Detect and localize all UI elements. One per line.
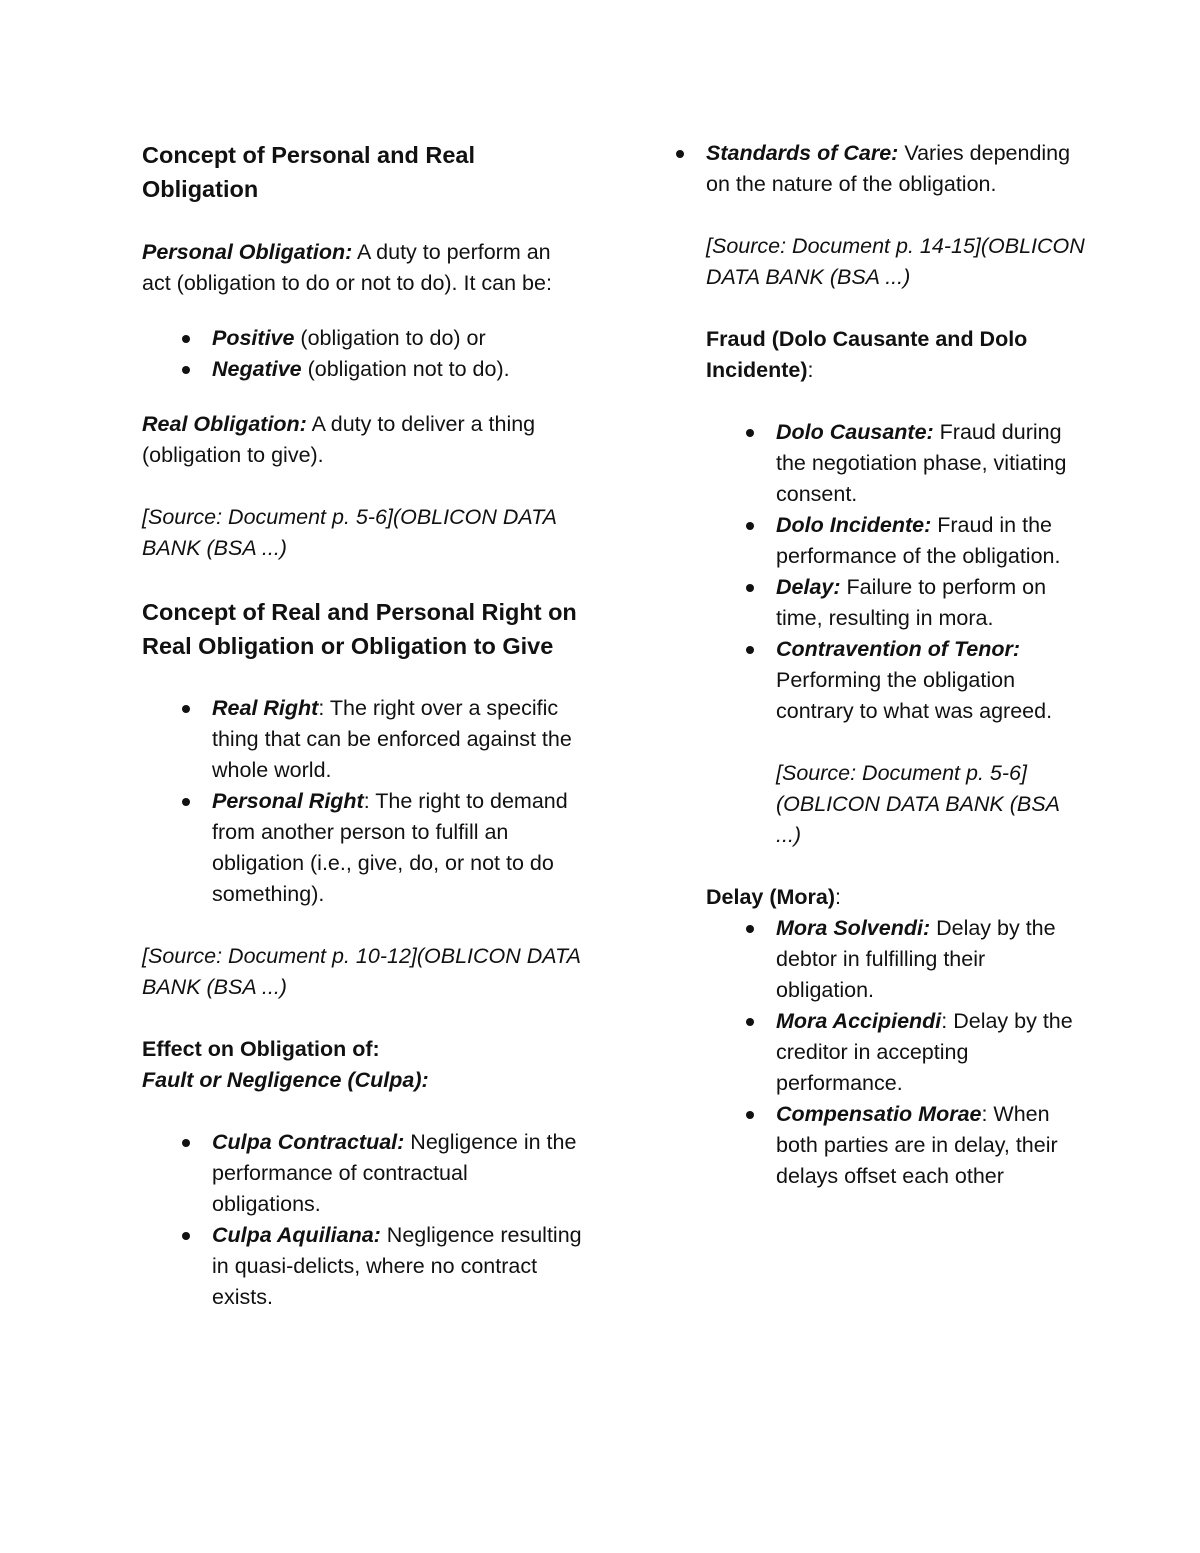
personal-obligation-term: Personal Obligation: bbox=[142, 240, 353, 264]
list-item-text: Negligence in the performance of contractual obligations. bbox=[212, 1130, 577, 1216]
section-title-personal-real-obligation: Concept of Personal and Real Obligation bbox=[142, 142, 475, 202]
list-item-text: Fraud in the performance of the obligation. bbox=[776, 513, 1061, 568]
list-item-term: Mora Solvendi: bbox=[776, 916, 931, 940]
list-item bbox=[706, 138, 1086, 200]
list-item-text: : The right to demand from another person to fulfill an obligation (i.e., give, do, or not to do something). bbox=[212, 789, 568, 906]
personal-obligation-text: A duty to perform an act (obligation to do or not to do). It can be: bbox=[142, 240, 552, 295]
delay-heading bbox=[706, 882, 1086, 913]
list-item bbox=[776, 510, 1086, 572]
list-item bbox=[776, 417, 1086, 510]
fault-negligence-subtitle: Fault or Negligence (Culpa): bbox=[142, 1068, 429, 1092]
list-item-text: Varies depending on the nature of the obligation. bbox=[706, 141, 1071, 196]
effect-on-obligation-label: Effect on Obligation of: bbox=[142, 1037, 380, 1061]
list-item-text: : The right over a specific thing that can be enforced against the whole world. bbox=[212, 696, 572, 782]
mora-list bbox=[706, 913, 1086, 1192]
list-item bbox=[212, 693, 582, 786]
list-item-text: Fraud during the negotiation phase, vitiating consent. bbox=[776, 420, 1067, 506]
right-column bbox=[706, 138, 1086, 1192]
personal-obligation-paragraph bbox=[142, 237, 582, 299]
list-item-text: Failure to perform on time, resulting in mora. bbox=[776, 575, 1047, 630]
list-item-term: Culpa Aquiliana: bbox=[212, 1223, 381, 1247]
source-citation: [Source: Document p. 14-15](OBLICON DATA BANK (BSA ...) bbox=[706, 234, 1085, 289]
real-obligation-paragraph bbox=[142, 409, 582, 471]
list-item-term: Compensatio Morae bbox=[776, 1102, 982, 1126]
list-item bbox=[776, 913, 1086, 1006]
list-item bbox=[776, 1099, 1086, 1192]
list-item-term: Mora Accipiendi bbox=[776, 1009, 942, 1033]
list-item-term: Standards of Care: bbox=[706, 141, 899, 165]
list-item-text: Delay by the debtor in fulfilling their obligation. bbox=[776, 916, 1056, 1002]
list-item-term: Personal Right bbox=[212, 789, 364, 813]
list-item bbox=[776, 634, 1086, 727]
fraud-title-colon: : bbox=[807, 358, 814, 382]
source-citation: [Source: Document p. 5-6](OBLICON DATA BANK (BSA ...) bbox=[142, 505, 557, 560]
fraud-title: Fraud (Dolo Causante and Dolo Incidente) bbox=[706, 327, 1028, 382]
delay-title-colon: : bbox=[835, 885, 842, 909]
delay-title: Delay (Mora) bbox=[706, 885, 836, 909]
list-item-text: (obligation not to do). bbox=[301, 357, 510, 381]
list-item bbox=[776, 1006, 1086, 1099]
list-item-text: Negligence resulting in quasi-delicts, where no contract exists. bbox=[212, 1223, 582, 1309]
list-item-term: Real Right bbox=[212, 696, 319, 720]
culpa-list bbox=[142, 1127, 582, 1313]
source-citation: [Source: Document p. 10-12](OBLICON DATA BANK (BSA ...) bbox=[142, 944, 581, 999]
list-item bbox=[212, 1127, 582, 1220]
list-item-term: Delay: bbox=[776, 575, 841, 599]
list-item-term: Negative bbox=[212, 357, 302, 381]
list-item-text: : Delay by the creditor in accepting performance. bbox=[776, 1009, 1073, 1095]
list-item bbox=[212, 786, 582, 910]
standards-list bbox=[706, 138, 1086, 200]
list-item bbox=[776, 572, 1086, 634]
list-item-term: Dolo Incidente: bbox=[776, 513, 932, 537]
list-item-term: Culpa Contractual: bbox=[212, 1130, 405, 1154]
list-item-term: Positive bbox=[212, 326, 295, 350]
list-item bbox=[212, 1220, 582, 1313]
source-citation: [Source: Document p. 5-6](OBLICON DATA BANK (BSA ...) bbox=[776, 761, 1060, 847]
fraud-list bbox=[706, 417, 1086, 727]
list-item-text: (obligation to do) or bbox=[294, 326, 486, 350]
list-item-text: : When both parties are in delay, their delays offset each other bbox=[776, 1102, 1058, 1188]
list-item bbox=[212, 323, 582, 354]
list-item-text: Performing the obligation contrary to what was agreed. bbox=[776, 668, 1053, 723]
rights-list bbox=[142, 693, 582, 910]
list-item-term: Contravention of Tenor: bbox=[776, 637, 1021, 661]
list-item-term: Dolo Causante: bbox=[776, 420, 934, 444]
real-obligation-term: Real Obligation: bbox=[142, 412, 307, 436]
section-title-real-personal-right: Concept of Real and Personal Right on Real Obligation or Obligation to Give bbox=[142, 599, 577, 659]
real-obligation-text: A duty to deliver a thing (obligation to give). bbox=[142, 412, 536, 467]
list-item bbox=[212, 354, 582, 385]
fraud-heading bbox=[706, 324, 1086, 386]
obligation-kinds-list bbox=[142, 323, 582, 385]
left-column bbox=[142, 138, 582, 1313]
